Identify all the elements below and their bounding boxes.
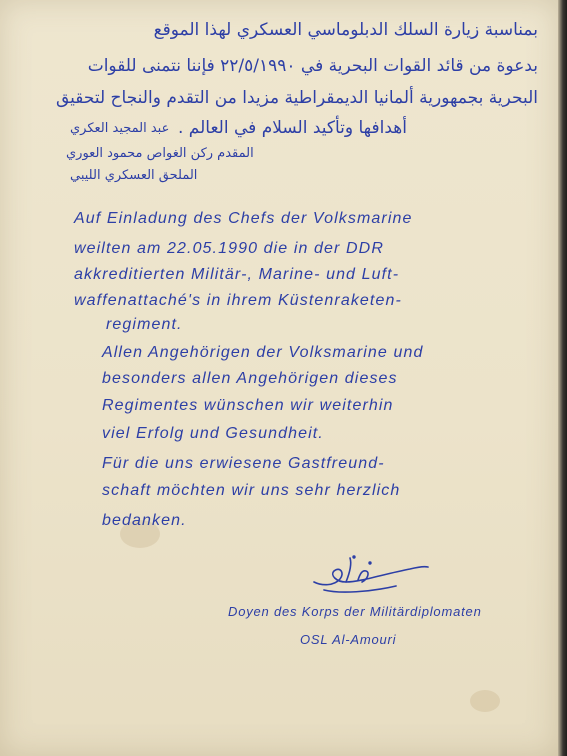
paper-stain xyxy=(470,690,500,712)
german-line: akkreditierten Militär-, Marine- und Luft- xyxy=(74,266,400,283)
german-line: schaft möchten wir uns sehr herzlich xyxy=(102,482,401,499)
closing-name: OSL Al-Amouri xyxy=(300,632,397,647)
german-line: Allen Angehörigen der Volksmarine und xyxy=(102,344,424,361)
book-edge xyxy=(558,0,567,756)
arabic-line: بمناسبة زيارة السلك الدبلوماسي العسكري لهذا الموقع xyxy=(153,20,538,40)
german-line: waffenattaché's in ihrem Küstenraketen- xyxy=(74,292,402,309)
german-line: bedanken. xyxy=(102,512,187,529)
arabic-line: أهدافها وتأكيد السلام في العالم . xyxy=(178,118,407,138)
german-line: besonders allen Angehörigen dieses xyxy=(102,370,398,387)
german-line: Auf Einladung des Chefs der Volksmarine xyxy=(74,210,413,227)
german-line: viel Erfolg und Gesundheit. xyxy=(102,425,324,442)
arabic-signature-line: المقدم ركن الغواص محمود العوري xyxy=(66,146,254,161)
arabic-signature-line: عبد المجيد العكري xyxy=(70,121,170,136)
german-line: Regimentes wünschen wir weiterhin xyxy=(102,397,394,414)
arabic-signature-line: الملحق العسكري الليبي xyxy=(70,168,198,183)
handwritten-signature xyxy=(300,552,440,600)
arabic-line: البحرية بجمهورية ألمانيا الديمقراطية مزيدا من التقدم والنجاح لتحقيق xyxy=(55,88,538,108)
arabic-line: بدعوة من قائد القوات البحرية في ٢٢/٥/١٩٩٠ فإننا نتمنى للقوات xyxy=(87,56,538,76)
closing-title: Doyen des Korps der Militärdiplomaten xyxy=(228,604,482,619)
german-line: regiment. xyxy=(106,316,183,333)
german-line: Für die uns erwiesene Gastfreund- xyxy=(102,455,385,472)
german-line: weilten am 22.05.1990 die in der DDR xyxy=(74,240,384,257)
